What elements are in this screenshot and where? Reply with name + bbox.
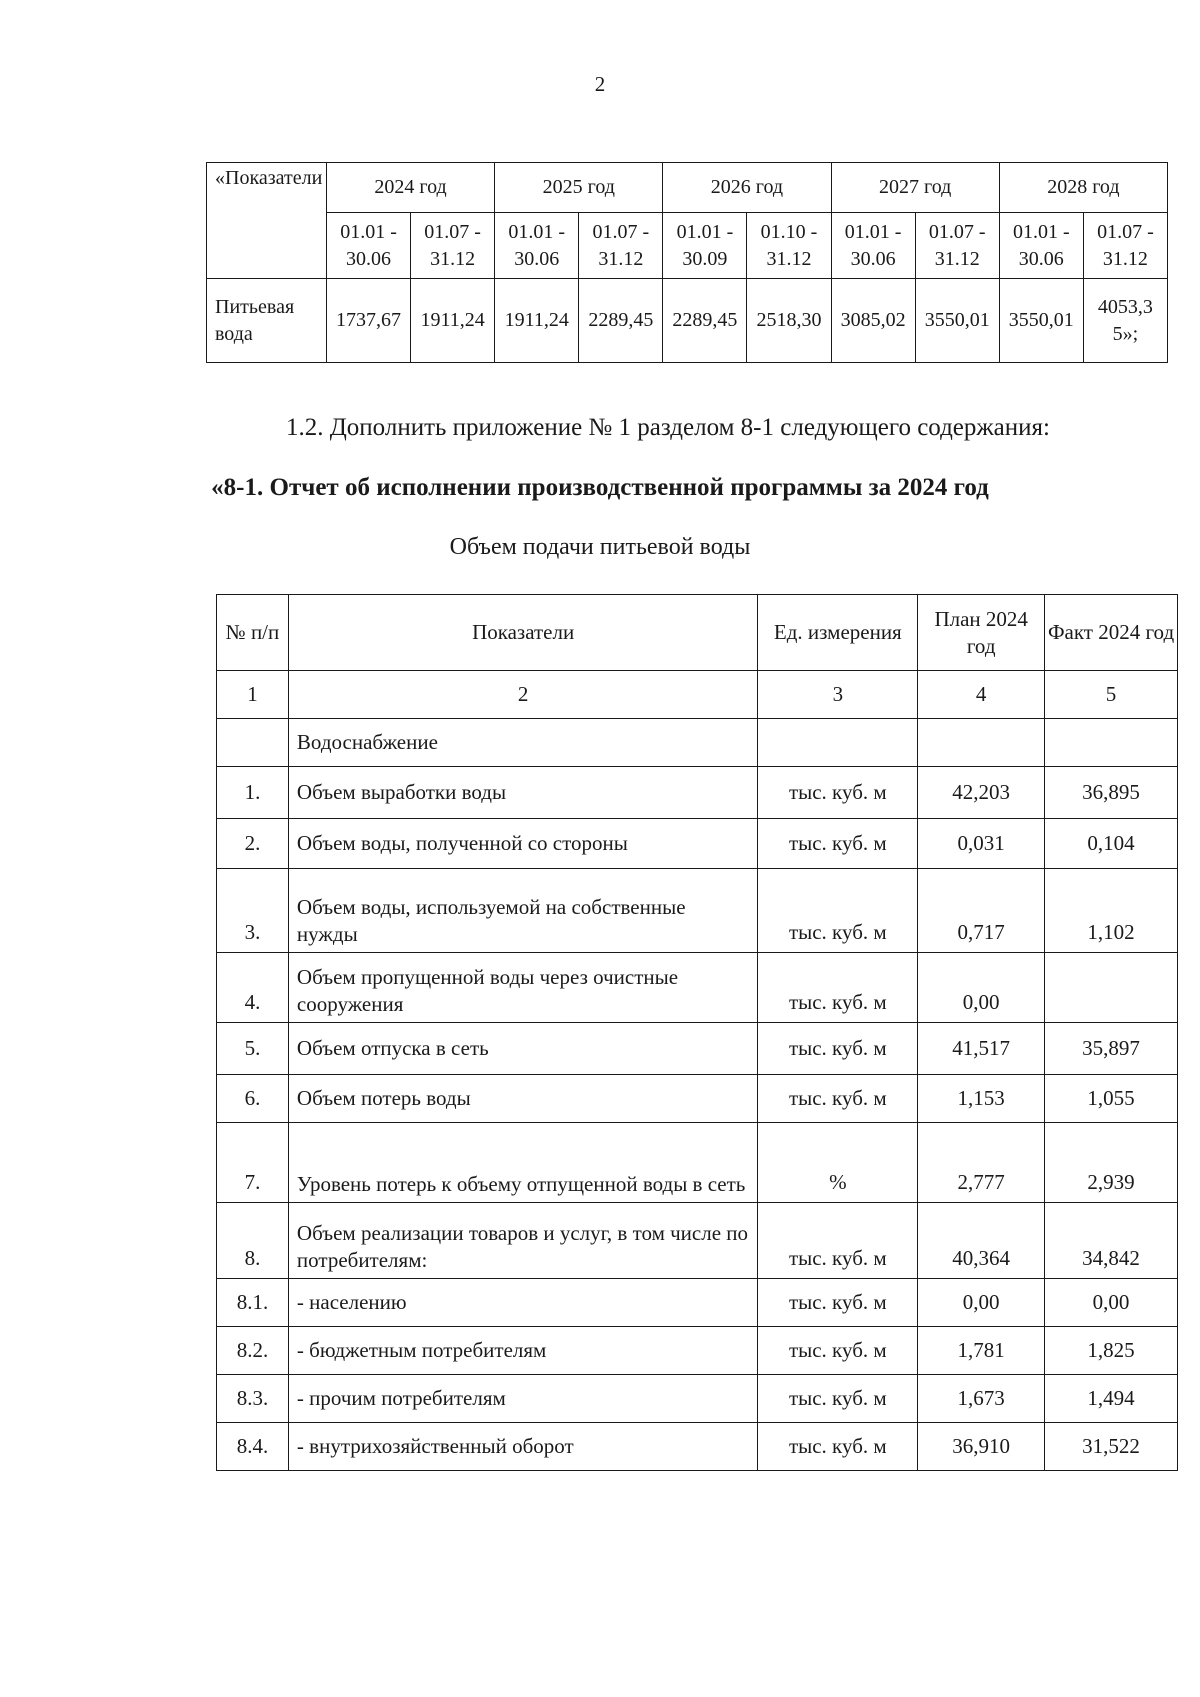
row-indicator: Объем пропущенной воды через очистные сооружения bbox=[288, 953, 757, 1023]
column-number: 2 bbox=[288, 671, 757, 719]
row-fact: 0,00 bbox=[1045, 1279, 1178, 1327]
row-indicator: Объем реализации товаров и услуг, в том числе по потребителям: bbox=[288, 1203, 757, 1279]
row-plan: 0,00 bbox=[918, 1279, 1045, 1327]
row-unit: % bbox=[758, 1123, 918, 1203]
tariff-period: 01.10 - 31.12 bbox=[747, 213, 831, 279]
column-number-row bbox=[217, 671, 1178, 719]
row-indicator: - прочим потребителям bbox=[288, 1375, 757, 1423]
header-number: № п/п bbox=[217, 595, 289, 671]
report-table bbox=[216, 594, 1178, 1471]
tariff-year-header: 2027 год bbox=[831, 163, 999, 213]
tariff-value: 3550,01 bbox=[999, 279, 1083, 363]
row-number: 3. bbox=[217, 869, 289, 953]
row-plan: 0,00 bbox=[918, 953, 1045, 1023]
table-row bbox=[217, 1279, 1178, 1327]
row-fact: 2,939 bbox=[1045, 1123, 1178, 1203]
row-fact: 1,102 bbox=[1045, 869, 1178, 953]
row-indicator: Объем воды, полученной со стороны bbox=[288, 819, 757, 869]
row-indicator: - внутрихозяйственный оборот bbox=[288, 1423, 757, 1471]
row-number: 2. bbox=[217, 819, 289, 869]
tariff-value: 4053,35»; bbox=[1083, 279, 1167, 363]
row-plan: 0,031 bbox=[918, 819, 1045, 869]
row-number: 8.4. bbox=[217, 1423, 289, 1471]
table-row bbox=[217, 819, 1178, 869]
section-label: Водоснабжение bbox=[288, 719, 757, 767]
row-plan: 42,203 bbox=[918, 767, 1045, 819]
row-plan: 36,910 bbox=[918, 1423, 1045, 1471]
tariff-year-header: 2028 год bbox=[999, 163, 1167, 213]
column-number: 5 bbox=[1045, 671, 1178, 719]
row-plan: 41,517 bbox=[918, 1023, 1045, 1075]
tariff-value: 2289,45 bbox=[663, 279, 747, 363]
row-unit: тыс. куб. м bbox=[758, 1375, 918, 1423]
row-number: 6. bbox=[217, 1075, 289, 1123]
amendment-paragraph: 1.2. Дополнить приложение № 1 разделом 8-1 следующего содержания: bbox=[286, 414, 1050, 441]
tariff-value: 3550,01 bbox=[915, 279, 999, 363]
table-subheading: Объем подачи питьевой воды bbox=[449, 534, 751, 560]
row-indicator: Объем воды, используемой на собственные нужды bbox=[288, 869, 757, 953]
tariff-table bbox=[206, 162, 1168, 363]
row-fact bbox=[1045, 953, 1178, 1023]
row-number: 8. bbox=[217, 1203, 289, 1279]
row-indicator: - населению bbox=[288, 1279, 757, 1327]
header-indicator: Показатели bbox=[288, 595, 757, 671]
tariff-period: 01.01 - 30.06 bbox=[495, 213, 579, 279]
row-indicator: Объем отпуска в сеть bbox=[288, 1023, 757, 1075]
row-indicator: Объем потерь воды bbox=[288, 1075, 757, 1123]
row-fact: 36,895 bbox=[1045, 767, 1178, 819]
row-indicator: - бюджетным потребителям bbox=[288, 1327, 757, 1375]
row-fact: 1,825 bbox=[1045, 1327, 1178, 1375]
row-number: 1. bbox=[217, 767, 289, 819]
row-number: 5. bbox=[217, 1023, 289, 1075]
tariff-period: 01.01 - 30.09 bbox=[663, 213, 747, 279]
column-number: 4 bbox=[918, 671, 1045, 719]
row-plan: 40,364 bbox=[918, 1203, 1045, 1279]
tariff-period-row bbox=[207, 213, 1168, 279]
row-plan: 1,673 bbox=[918, 1375, 1045, 1423]
header-plan: План 2024 год bbox=[918, 595, 1045, 671]
row-number: 8.1. bbox=[217, 1279, 289, 1327]
tariff-year-row bbox=[207, 163, 1168, 213]
table-row bbox=[217, 1375, 1178, 1423]
table-row bbox=[217, 767, 1178, 819]
tariff-value: 3085,02 bbox=[831, 279, 915, 363]
column-number: 1 bbox=[217, 671, 289, 719]
row-plan: 1,153 bbox=[918, 1075, 1045, 1123]
tariff-row-label: Питьевая вода bbox=[207, 279, 327, 363]
row-unit: тыс. куб. м bbox=[758, 1423, 918, 1471]
tariff-period: 01.07 - 31.12 bbox=[579, 213, 663, 279]
row-unit: тыс. куб. м bbox=[758, 1075, 918, 1123]
tariff-year-header: 2026 год bbox=[663, 163, 831, 213]
table-row bbox=[217, 1023, 1178, 1075]
row-unit: тыс. куб. м bbox=[758, 1203, 918, 1279]
table-row bbox=[217, 1327, 1178, 1375]
row-fact: 35,897 bbox=[1045, 1023, 1178, 1075]
table-row bbox=[217, 1423, 1178, 1471]
table-row bbox=[217, 1203, 1178, 1279]
tariff-period: 01.01 - 30.06 bbox=[999, 213, 1083, 279]
tariff-value: 2289,45 bbox=[579, 279, 663, 363]
section-heading: «8-1. Отчет об исполнении производственной программы за 2024 год bbox=[211, 474, 989, 501]
tariff-indicator-header: «Показатели bbox=[207, 163, 327, 279]
row-plan: 0,717 bbox=[918, 869, 1045, 953]
row-plan: 2,777 bbox=[918, 1123, 1045, 1203]
column-number: 3 bbox=[758, 671, 918, 719]
tariff-value: 1911,24 bbox=[495, 279, 579, 363]
row-plan: 1,781 bbox=[918, 1327, 1045, 1375]
tariff-period: 01.07 - 31.12 bbox=[1083, 213, 1167, 279]
row-fact: 0,104 bbox=[1045, 819, 1178, 869]
row-indicator: Объем выработки воды bbox=[288, 767, 757, 819]
header-unit: Ед. измерения bbox=[758, 595, 918, 671]
row-unit: тыс. куб. м bbox=[758, 1327, 918, 1375]
tariff-value-row bbox=[207, 279, 1168, 363]
tariff-year-header: 2025 год bbox=[495, 163, 663, 213]
row-unit: тыс. куб. м bbox=[758, 869, 918, 953]
row-unit: тыс. куб. м bbox=[758, 1279, 918, 1327]
report-header-row bbox=[217, 595, 1178, 671]
tariff-period: 01.07 - 31.12 bbox=[411, 213, 495, 279]
table-row bbox=[217, 869, 1178, 953]
row-fact: 31,522 bbox=[1045, 1423, 1178, 1471]
row-number: 4. bbox=[217, 953, 289, 1023]
table-row bbox=[217, 953, 1178, 1023]
tariff-value: 1737,67 bbox=[326, 279, 410, 363]
tariff-year-header: 2024 год bbox=[326, 163, 494, 213]
tariff-period: 01.01 - 30.06 bbox=[326, 213, 410, 279]
table-row bbox=[217, 1075, 1178, 1123]
tariff-value: 2518,30 bbox=[747, 279, 831, 363]
row-number: 8.2. bbox=[217, 1327, 289, 1375]
tariff-value: 1911,24 bbox=[411, 279, 495, 363]
row-unit: тыс. куб. м bbox=[758, 953, 918, 1023]
row-fact: 1,494 bbox=[1045, 1375, 1178, 1423]
table-row bbox=[217, 1123, 1178, 1203]
row-fact: 1,055 bbox=[1045, 1075, 1178, 1123]
tariff-period: 01.01 - 30.06 bbox=[831, 213, 915, 279]
section-row bbox=[217, 719, 1178, 767]
row-number: 7. bbox=[217, 1123, 289, 1203]
tariff-period: 01.07 - 31.12 bbox=[915, 213, 999, 279]
row-unit: тыс. куб. м bbox=[758, 1023, 918, 1075]
row-unit: тыс. куб. м bbox=[758, 819, 918, 869]
row-indicator: Уровень потерь к объему отпущенной воды в сеть bbox=[288, 1123, 757, 1203]
header-fact: Факт 2024 год bbox=[1045, 595, 1178, 671]
row-fact: 34,842 bbox=[1045, 1203, 1178, 1279]
row-number: 8.3. bbox=[217, 1375, 289, 1423]
row-unit: тыс. куб. м bbox=[758, 767, 918, 819]
page-number: 2 bbox=[594, 72, 606, 96]
